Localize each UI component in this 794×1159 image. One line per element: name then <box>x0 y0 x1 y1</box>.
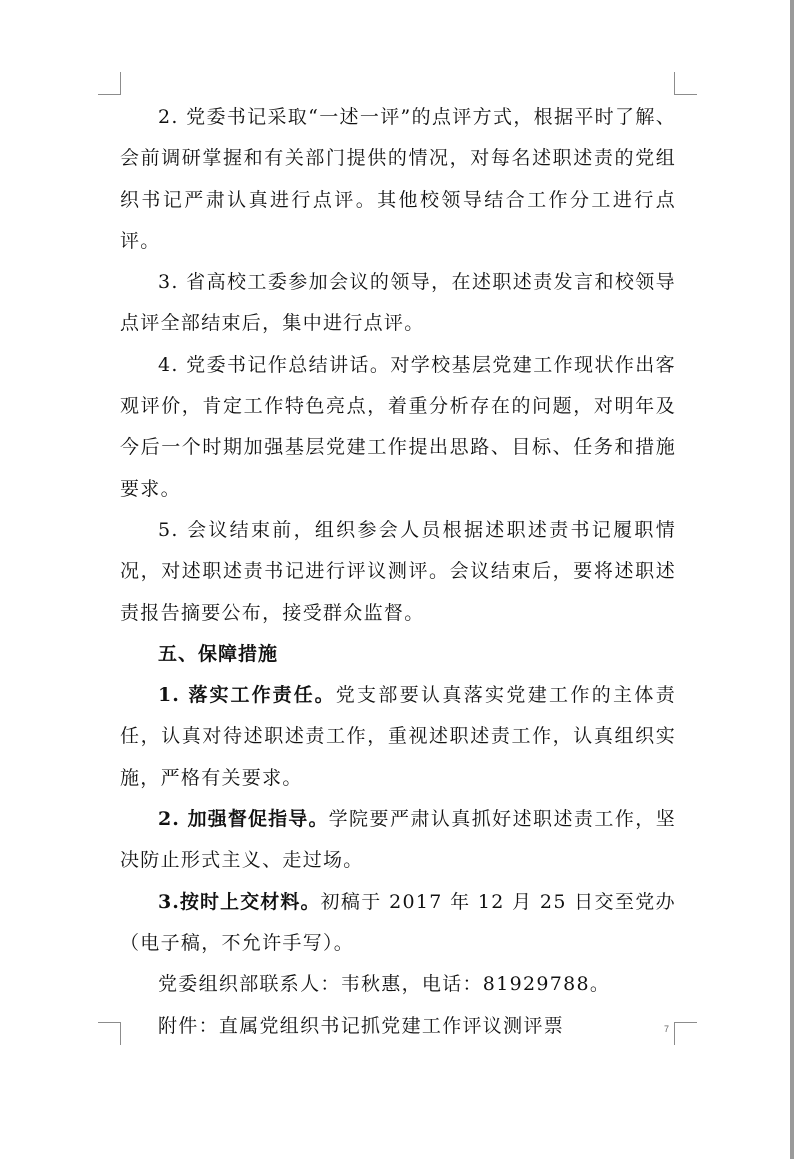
paragraph-step-4: 4. 党委书记作总结讲话。对学校基层党建工作现状作出客观评价，肯定工作特色亮点，着重分析存在的问题，对明年及今后一个时期加强基层党建工作提出思路、目标、任务和措施要求。 <box>120 353 676 500</box>
attachment-line: 附件：直属党组织书记抓党建工作评议测评票 <box>158 1014 565 1037</box>
page-number: 7 <box>664 1024 670 1034</box>
document-body[interactable] <box>120 97 676 1047</box>
margin-corner-bottom-right <box>674 1022 697 1045</box>
measure-2 <box>120 799 676 882</box>
paragraph-step-3: 3. 省高校工委参加会议的领导，在述职述责发言和校领导点评全部结束后，集中进行点评。 <box>120 271 676 335</box>
measure-3-title: 3.按时上交材料。 <box>158 890 321 913</box>
measure-3-body: 初稿于 2017 年 12 月 25 日交至党办（电子稿，不允许手写）。 <box>120 890 676 954</box>
margin-corner-top-right <box>674 72 697 95</box>
paragraph-step-5: 5. 会议结束前，组织参会人员根据述职述责书记履职情况，对述职述责书记进行评议测评。会议结束后，要将述职述责报告摘要公布，接受群众监督。 <box>120 518 676 624</box>
measure-3 <box>120 882 676 965</box>
paragraph-step-2: 2. 党委书记采取“一述一评”的点评方式，根据平时了解、会前调研掌握和有关部门提供的情况，对每名述职述责的党组织书记严肃认真进行点评。其他校领导结合工作分工进行点评。 <box>120 106 676 252</box>
measure-1-title: 1. 落实工作责任。 <box>158 684 336 707</box>
measure-1-body: 党支部要认真落实党建工作的主体责任，认真对待述职述责工作，重视述职述责工作，认真组织实施，严格有关要求。 <box>120 684 676 789</box>
margin-corner-top-left <box>98 72 121 95</box>
page-edge <box>790 0 794 1159</box>
measure-2-body: 学院要严肃认真抓好述职述责工作，坚决防止形式主义、走过场。 <box>120 808 677 872</box>
contact-line: 党委组织部联系人：韦秋惠，电话：81929788。 <box>158 973 611 996</box>
section-heading: 五、保障措施 <box>158 642 279 665</box>
margin-corner-bottom-left <box>98 1022 121 1045</box>
measure-2-title: 2. 加强督促指导。 <box>158 808 329 831</box>
measure-1 <box>120 675 676 799</box>
